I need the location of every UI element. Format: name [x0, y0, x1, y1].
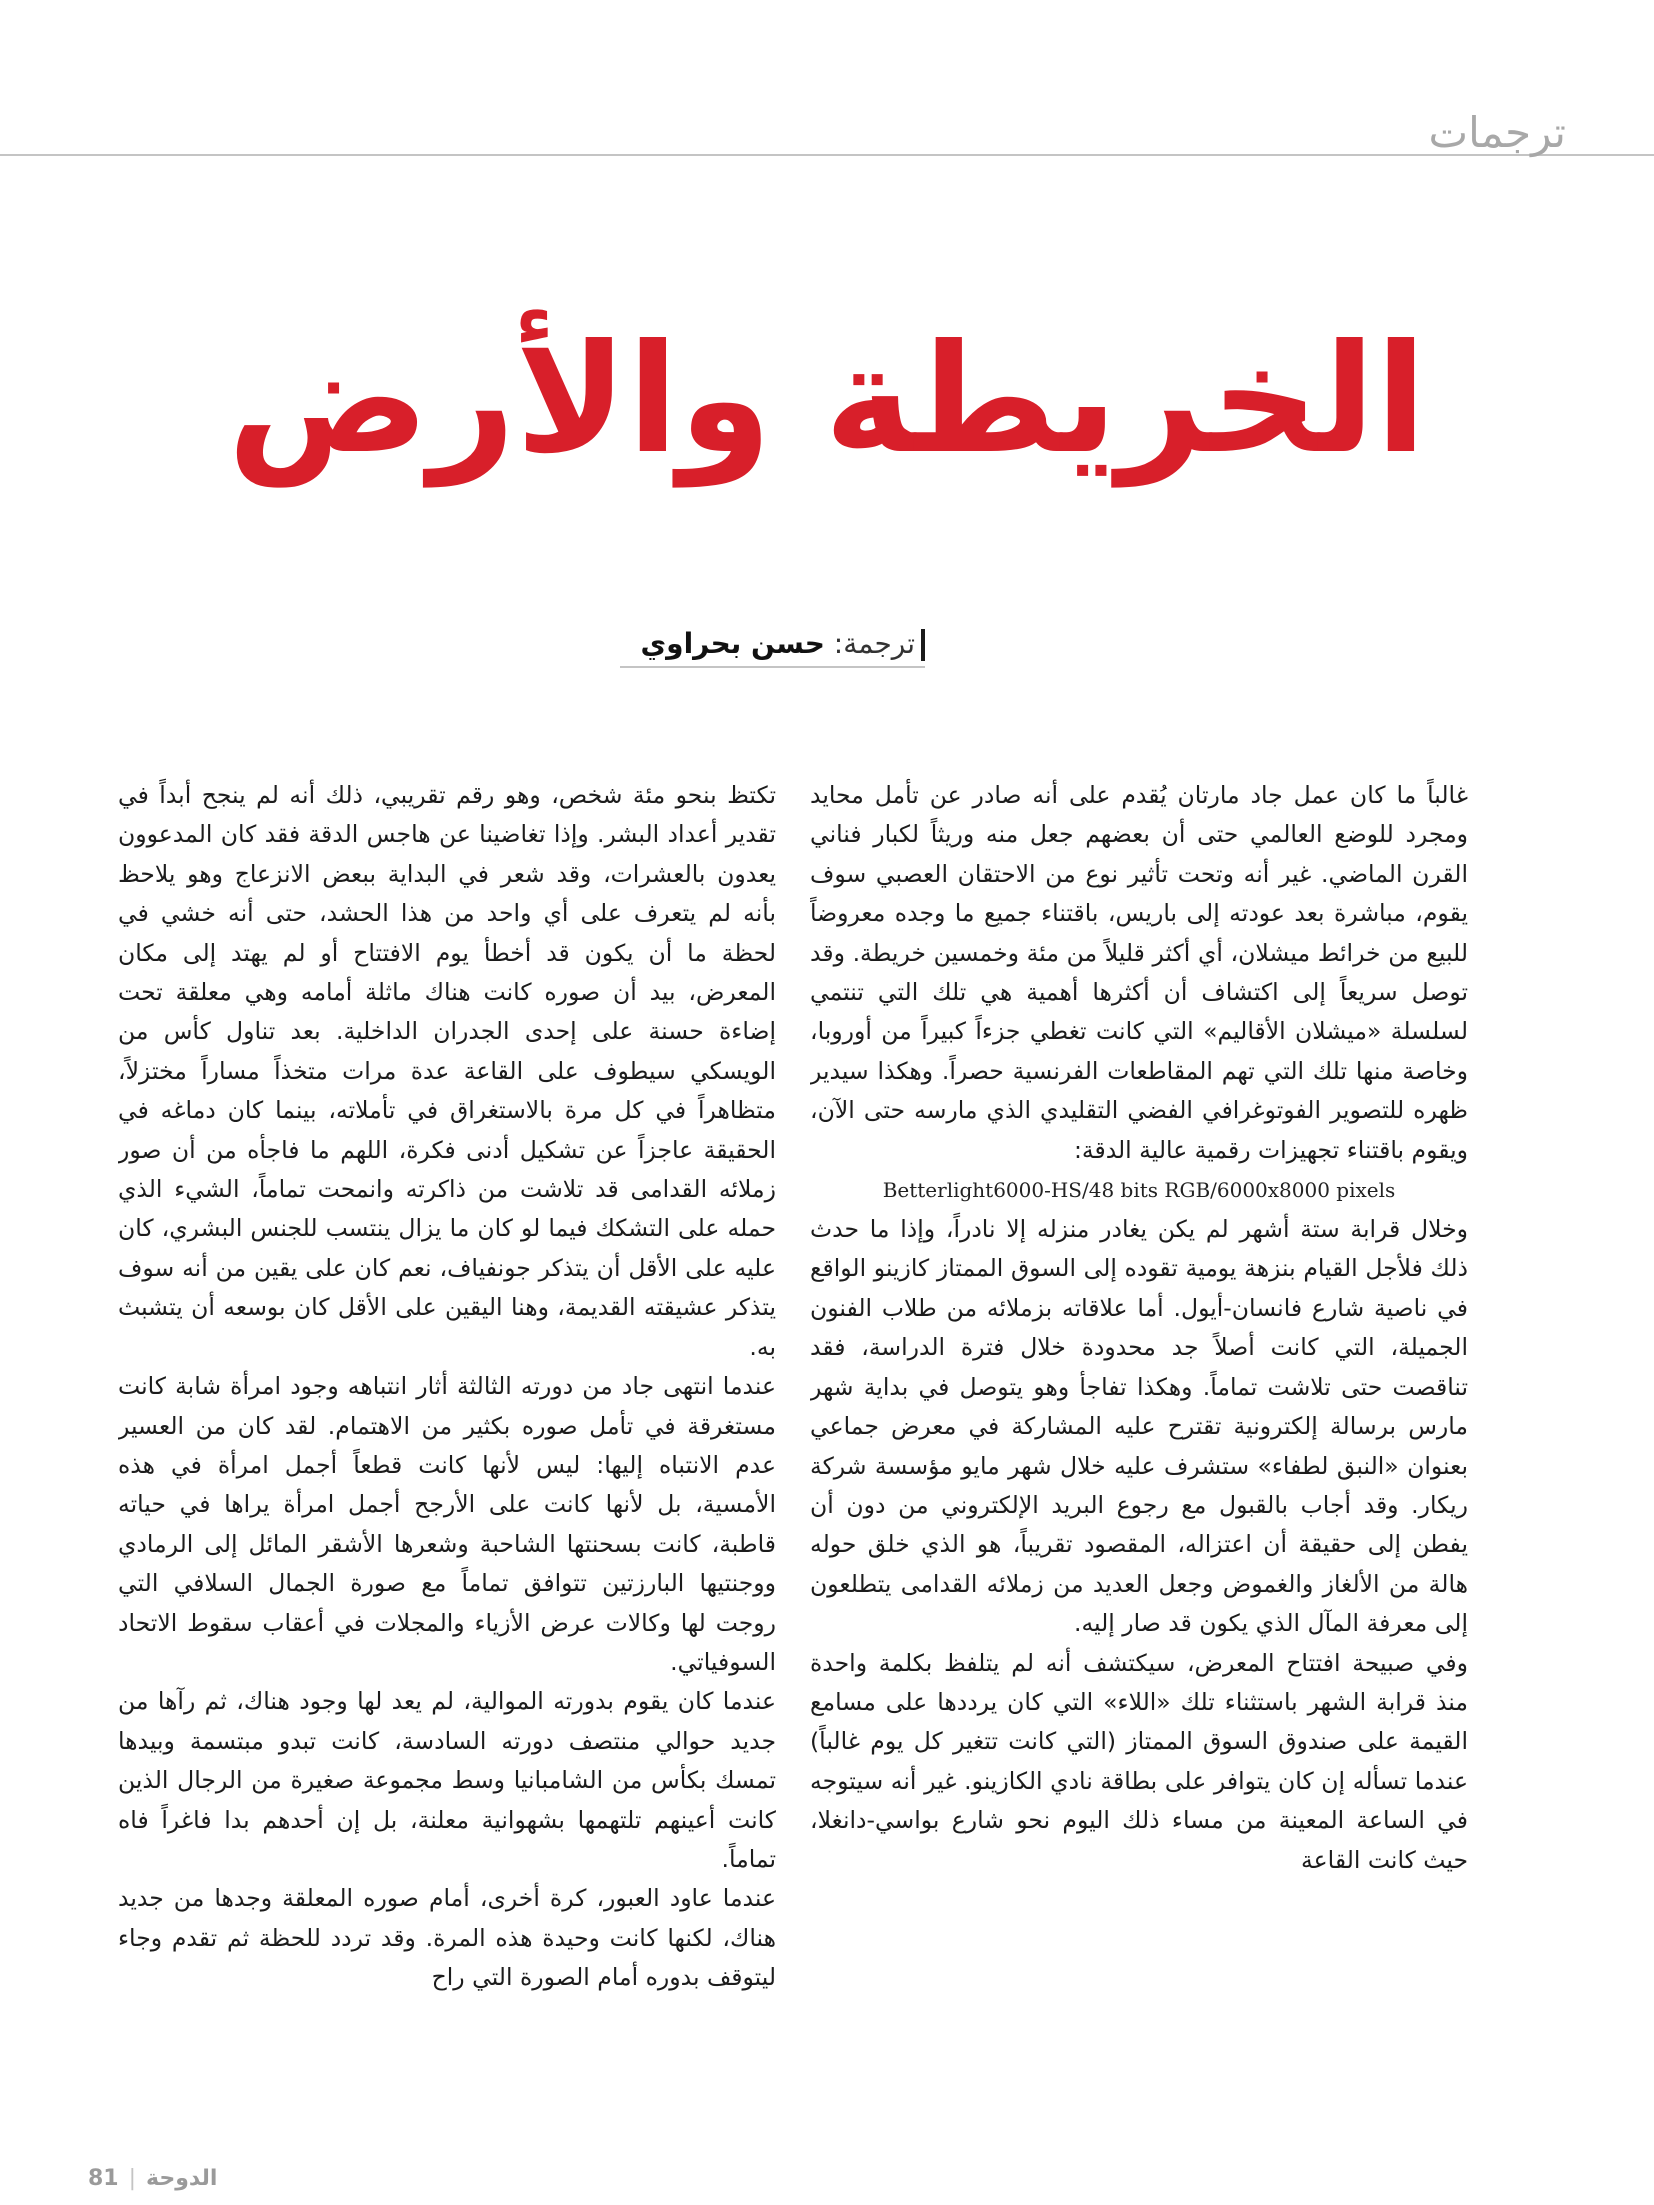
header-rule	[0, 154, 1654, 156]
byline-bar	[921, 629, 925, 661]
camera-spec: Betterlight6000-HS/48 bits RGB/6000x8000 pixels	[882, 1178, 1396, 1203]
paragraph: عندما كان يقوم بدورته الموالية، لم يعد لها وجود هناك، ثم رآها من جديد حوالي منتصف دورته السادسة، كانت تبدو مبتسمة وبيدها تمسك بكأس من الشامبانيا وسط مجموعة صغيرة من الرجال الذين كانت أعينهم تلتهمها بشهوانية معلنة، بل إن أحدهم بدا فاغراً فاه تماماً.	[118, 1687, 776, 1873]
page-footer	[88, 2164, 217, 2194]
byline-prefix: ترجمة:	[824, 627, 915, 660]
paragraph: عندما انتهى جاد من دورته الثالثة أثار انتباهه وجود امرأة شابة كانت مستغرقة في تأمل صوره بكثير من الاهتمام. لقد كان من العسير عدم الانتباه إليها: ليس لأنها كانت قطعاً أجمل امرأة في هذه الأمسية، بل لأنها كانت على الأرجح أجمل امرأة يراها في حياته قاطبة، كانت بسحنتها الشاحبة وشعرها الأشقر المائل إلى الرمادي ووجنتيها البارزتين تتوافق تماماً مع صورة الجمال السلافي التي روجت لها وكالات عرض الأزياء والمجلات في أعقاب سقوط الاتحاد السوفياتي.	[118, 1372, 776, 1676]
paragraph: وفي صبيحة افتتاح المعرض، سيكتشف أنه لم يتلفظ بكلمة واحدة منذ قرابة الشهر باستثناء تلك «اللاء» التي كان يرددها على مسامع القيمة على صندوق السوق الممتاز (التي كانت تتغير كل يوم غالباً) عندما تسأله إن كان يتوافر على بطاقة نادي الكازينو. غير أنه سيتوجه في الساعة المعينة من مساء ذلك اليوم نحو شارع بواسي-دانغلا، حيث كانت القاعة	[810, 1648, 1468, 1874]
paragraph: غالباً ما كان عمل جاد مارتان يُقدم على أنه صادر عن تأمل محايد ومجرد للوضع العالمي حتى أن بعضهم جعل منه وريثاً لكبار فناني القرن الماضي. غير أنه وتحت تأثير نوع من الاحتقان العصبي سوف يقوم، مباشرة بعد عودته إلى باريس، باقتناء جميع ما وجده معروضاً للبيع من خرائط ميشلان، أي أكثر قليلاً من مئة وخمسين خريطة. وقد توصل سريعاً إلى اكتشاف أن أكثرها أهمية هي تلك التي تنتمي لسلسلة «ميشلان الأقاليم» التي كانت تغطي جزءاً كبيراً من أوروبا، وخاصة منها تلك التي تهم المقاطعات الفرنسية حصراً. وهكذا سيدير ظهره للتصوير الفوتوغرافي الفضي التقليدي الذي مارسه حتى الآن، ويقوم باقتناء تجهيزات رقمية عالية الدقة:	[810, 781, 1468, 1164]
article-column-right	[810, 776, 1468, 2061]
footer-separator: |	[128, 2166, 137, 2191]
translator-name: حسن بحراوي	[640, 627, 825, 660]
byline	[620, 622, 925, 668]
paragraph: عندما عاود العبور، كرة أخرى، أمام صوره المعلقة وجدها من جديد هناك، لكنها كانت وحيدة هذه المرة. وقد تردد للحظة ثم تقدم وجاء ليتوقف بدوره أمام الصورة التي راح	[118, 1884, 776, 1992]
paragraph: وخلال قرابة ستة أشهر لم يكن يغادر منزله إلا نادراً، وإذا ما حدث ذلك فلأجل القيام بنزهة يومية تقوده إلى السوق الممتاز كازينو الواقع في ناصية شارع فانسان-أيول. أما علاقاته بزملائه من طلاب الفنون الجميلة، التي كانت أصلاً جد محدودة خلال فترة الدراسة، فقد تناقصت حتى تلاشت تماماً. وهكذا تفاجأ وهو يتوصل في بداية شهر مارس برسالة إلكترونية تقترح عليه المشاركة في معرض جماعي بعنوان «النبق لطفاء» ستشرف عليه خلال شهر مايو مؤسسة شركة ريكار. وقد أجاب بالقبول مع رجوع البريد الإلكتروني من دون أن يفطن إلى حقيقة أن اعتزاله، المقصود تقريباً، هو الذي خلق حوله هالة من الألغاز والغموض وجعل العديد من زملائه القدامى يتطلعون إلى معرفة المآل الذي يكون قد صار إليه.	[810, 1215, 1468, 1638]
paragraph: تكتظ بنحو مئة شخص، وهو رقم تقريبي، ذلك أنه لم ينجح أبداً في تقدير أعداد البشر. وإذا تغاضينا عن هاجس الدقة فقد كان المدعوون يعدون بالعشرات، وقد شعر في البداية ببعض الانزعاج وهو يلاحظ بأنه لم يتعرف على أي واحد من هذا الحشد، حتى أنه خشي في لحظة ما أن يكون قد أخطأ يوم الافتتاح أو لم يهتد إلى مكان المعرض، بيد أن صوره كانت هناك ماثلة أمامه وهي معلقة تحت إضاءة حسنة على إحدى الجدران الداخلية. بعد تناول كأس من الويسكي سيطوف على القاعة عدة مرات متخذاً مساراً مختزلاً، متظاهراً في كل مرة بالاستغراق في تأملاته، بينما كان دماغه في الحقيقة عاجزاً عن تشكيل أدنى فكرة، اللهم ما فاجأه من أن صور زملائه القدامى قد تلاشت من ذاكرته وانمحت تماماً، الشيء الذي حمله على التشكك فيما لو كان ما يزال ينتسب للجنس البشري، كان عليه على الأقل أن يتذكر جونفياف، نعم كان على يقين من أنه سوف يتذكر عشيقته القديمة، وهنا اليقين على الأقل كان بوسعه أن يتشبث به.	[118, 781, 776, 1361]
magazine-name: الدوحة	[146, 2166, 218, 2191]
section-label: ترجمات	[1428, 108, 1566, 157]
article-title: الخريطة والأرض	[227, 313, 1427, 487]
article-column-left	[118, 776, 776, 2061]
page-number: 81	[88, 2166, 119, 2191]
